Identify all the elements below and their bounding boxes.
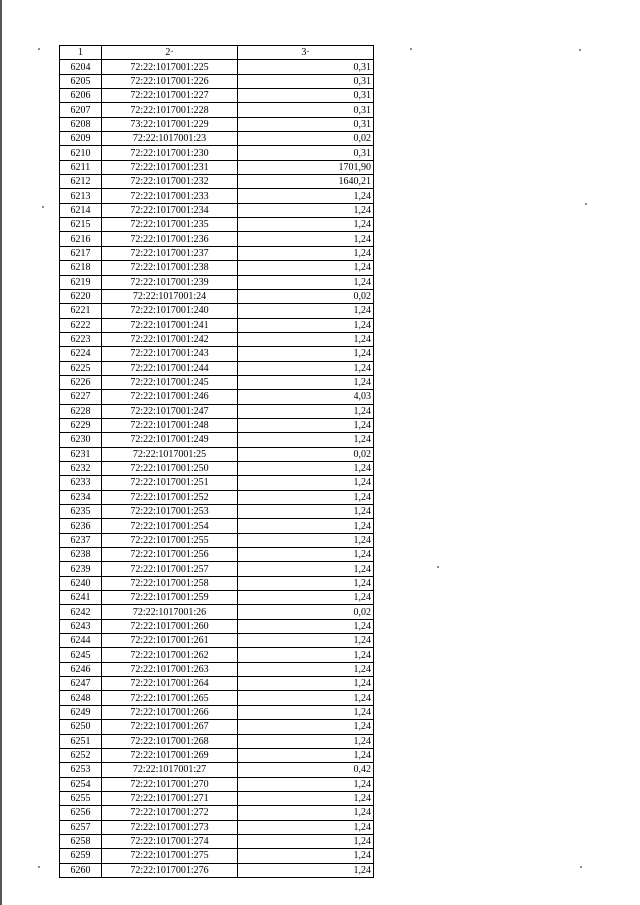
table-row [60,720,374,734]
row-number: 6236 [60,519,102,533]
table-row [60,347,374,361]
row-number: 6227 [60,390,102,404]
row-number: 6207 [60,103,102,117]
cadastral-number: 72:22:1017001:266 [102,705,238,719]
cadastral-number: 72:22:1017001:254 [102,519,238,533]
row-number: 6215 [60,218,102,232]
scan-speck [585,203,587,205]
row-number: 6216 [60,232,102,246]
area-value: 0,31 [238,117,374,131]
cadastral-number: 72:22:1017001:263 [102,662,238,676]
table-row [60,117,374,131]
area-value: 1,24 [238,548,374,562]
cadastral-number: 72:22:1017001:227 [102,89,238,103]
table-row [60,203,374,217]
row-number: 6225 [60,361,102,375]
row-number: 6228 [60,404,102,418]
cadastral-number: 72:22:1017001:262 [102,648,238,662]
table-row [60,849,374,863]
table-row [60,548,374,562]
table-row [60,160,374,174]
table-row [60,820,374,834]
area-value: 1,24 [238,662,374,676]
cadastral-number: 72:22:1017001:249 [102,433,238,447]
area-value: 0,02 [238,132,374,146]
cadastral-number: 72:22:1017001:275 [102,849,238,863]
area-value: 0,02 [238,605,374,619]
row-number: 6226 [60,375,102,389]
area-value: 1,24 [238,203,374,217]
table-row [60,591,374,605]
area-value: 1,24 [238,820,374,834]
cadastral-number: 72:22:1017001:237 [102,246,238,260]
cadastral-area-table [59,45,374,878]
table-row [60,146,374,160]
area-value: 1,24 [238,375,374,389]
area-value: 1,24 [238,777,374,791]
row-number: 6221 [60,304,102,318]
cadastral-number: 72:22:1017001:225 [102,60,238,74]
cadastral-number: 72:22:1017001:273 [102,820,238,834]
cadastral-number: 72:22:1017001:269 [102,748,238,762]
row-number: 6249 [60,705,102,719]
table-row [60,304,374,318]
row-number: 6239 [60,562,102,576]
cadastral-number: 72:22:1017001:248 [102,418,238,432]
area-value: 1,24 [238,677,374,691]
area-value: 1,24 [238,189,374,203]
area-value: 1,24 [238,791,374,805]
area-value: 0,42 [238,763,374,777]
table-row [60,490,374,504]
area-value: 1,24 [238,705,374,719]
table-row [60,132,374,146]
area-value: 1,24 [238,275,374,289]
table-row [60,533,374,547]
column-header-cadastral-number: 2· [102,46,238,60]
cadastral-number: 72:22:1017001:264 [102,677,238,691]
table-row [60,175,374,189]
area-value: 1,24 [238,849,374,863]
table-row [60,361,374,375]
cadastral-number: 72:22:1017001:258 [102,576,238,590]
cadastral-number: 72:22:1017001:271 [102,791,238,805]
scan-speck [410,48,412,50]
row-number: 6259 [60,849,102,863]
row-number: 6218 [60,261,102,275]
area-value: 1,24 [238,834,374,848]
row-number: 6260 [60,863,102,877]
row-number: 6253 [60,763,102,777]
row-number: 6242 [60,605,102,619]
row-number: 6212 [60,175,102,189]
cadastral-number: 72:22:1017001:26 [102,605,238,619]
cadastral-number: 72:22:1017001:257 [102,562,238,576]
table-row [60,332,374,346]
row-number: 6254 [60,777,102,791]
cadastral-number: 72:22:1017001:23 [102,132,238,146]
area-value: 1,24 [238,246,374,260]
scan-speck [42,206,44,208]
row-number: 6233 [60,476,102,490]
scan-speck [38,48,40,50]
area-value: 1,24 [238,591,374,605]
cadastral-number: 72:22:1017001:232 [102,175,238,189]
row-number: 6241 [60,591,102,605]
row-number: 6257 [60,820,102,834]
cadastral-number: 72:22:1017001:256 [102,548,238,562]
cadastral-number: 72:22:1017001:274 [102,834,238,848]
table-row [60,246,374,260]
row-number: 6255 [60,791,102,805]
row-number: 6247 [60,677,102,691]
area-value: 1640,21 [238,175,374,189]
row-number: 6220 [60,289,102,303]
area-value: 1701,90 [238,160,374,174]
cadastral-number: 72:22:1017001:259 [102,591,238,605]
row-number: 6237 [60,533,102,547]
table-row [60,748,374,762]
area-value: 1,24 [238,806,374,820]
area-value: 1,24 [238,505,374,519]
cadastral-number: 72:22:1017001:267 [102,720,238,734]
cadastral-number: 72:22:1017001:24 [102,289,238,303]
scan-speck [580,866,582,868]
table-row [60,275,374,289]
table-row [60,634,374,648]
row-number: 6251 [60,734,102,748]
area-value: 1,24 [238,418,374,432]
row-number: 6222 [60,318,102,332]
table-row [60,863,374,877]
area-value: 1,24 [238,476,374,490]
row-number: 6204 [60,60,102,74]
area-value: 1,24 [238,404,374,418]
cadastral-number: 72:22:1017001:234 [102,203,238,217]
area-value: 1,24 [238,619,374,633]
row-number: 6250 [60,720,102,734]
cadastral-number: 72:22:1017001:242 [102,332,238,346]
row-number: 6205 [60,74,102,88]
cadastral-number: 72:22:1017001:260 [102,619,238,633]
table-row [60,734,374,748]
scan-speck [38,866,40,868]
area-value: 0,02 [238,447,374,461]
area-value: 1,24 [238,461,374,475]
table-row [60,705,374,719]
cadastral-number: 72:22:1017001:235 [102,218,238,232]
cadastral-number: 72:22:1017001:240 [102,304,238,318]
area-value: 1,24 [238,433,374,447]
table-row [60,777,374,791]
cadastral-number: 72:22:1017001:252 [102,490,238,504]
row-number: 6219 [60,275,102,289]
row-number: 6234 [60,490,102,504]
table-row [60,806,374,820]
row-number: 6230 [60,433,102,447]
table-row [60,476,374,490]
table-row [60,505,374,519]
cadastral-number: 72:22:1017001:238 [102,261,238,275]
table-row [60,375,374,389]
table-row [60,89,374,103]
row-number: 6252 [60,748,102,762]
cadastral-number: 72:22:1017001:226 [102,74,238,88]
cadastral-number: 72:22:1017001:255 [102,533,238,547]
row-number: 6208 [60,117,102,131]
row-number: 6235 [60,505,102,519]
area-value: 1,24 [238,332,374,346]
table-row [60,433,374,447]
cadastral-number: 72:22:1017001:233 [102,189,238,203]
area-value: 1,24 [238,562,374,576]
area-value: 1,24 [238,261,374,275]
area-value: 1,24 [238,648,374,662]
row-number: 6211 [60,160,102,174]
cadastral-number: 72:22:1017001:250 [102,461,238,475]
cadastral-number: 72:22:1017001:236 [102,232,238,246]
cadastral-number: 72:22:1017001:243 [102,347,238,361]
cadastral-number: 72:22:1017001:228 [102,103,238,117]
scan-speck [437,566,439,568]
row-number: 6214 [60,203,102,217]
area-value: 1,24 [238,318,374,332]
area-value: 1,24 [238,748,374,762]
row-number: 6231 [60,447,102,461]
area-value: 0,31 [238,60,374,74]
cadastral-number: 72:22:1017001:245 [102,375,238,389]
cadastral-number: 72:22:1017001:244 [102,361,238,375]
cadastral-number: 72:22:1017001:231 [102,160,238,174]
area-value: 1,24 [238,863,374,877]
table-row [60,461,374,475]
row-number: 6224 [60,347,102,361]
area-value: 1,24 [238,490,374,504]
area-value: 1,24 [238,734,374,748]
table-row [60,791,374,805]
area-value: 0,31 [238,89,374,103]
row-number: 6210 [60,146,102,160]
row-number: 6243 [60,619,102,633]
area-value: 1,24 [238,634,374,648]
row-number: 6246 [60,662,102,676]
cadastral-number: 72:22:1017001:276 [102,863,238,877]
table-row [60,605,374,619]
area-value: 4,03 [238,390,374,404]
cadastral-number: 72:22:1017001:251 [102,476,238,490]
table-row [60,232,374,246]
area-value: 1,24 [238,218,374,232]
area-value: 1,24 [238,533,374,547]
table-row [60,74,374,88]
row-number: 6223 [60,332,102,346]
row-number: 6206 [60,89,102,103]
table-row [60,189,374,203]
row-number: 6256 [60,806,102,820]
row-number: 6258 [60,834,102,848]
table-row [60,447,374,461]
cadastral-number: 72:22:1017001:230 [102,146,238,160]
table-header-row [60,46,374,60]
table-row [60,289,374,303]
area-value: 1,24 [238,720,374,734]
cadastral-number: 72:22:1017001:241 [102,318,238,332]
cadastral-number: 72:22:1017001:268 [102,734,238,748]
column-header-area: 3· [238,46,374,60]
area-value: 1,24 [238,361,374,375]
area-value: 1,24 [238,232,374,246]
area-value: 0,31 [238,146,374,160]
table-row [60,390,374,404]
cadastral-number: 72:22:1017001:247 [102,404,238,418]
table-row [60,834,374,848]
row-number: 6238 [60,548,102,562]
row-number: 6248 [60,691,102,705]
row-number: 6245 [60,648,102,662]
area-value: 1,24 [238,576,374,590]
row-number: 6244 [60,634,102,648]
table-row [60,562,374,576]
row-number: 6213 [60,189,102,203]
table-row [60,519,374,533]
table-row [60,218,374,232]
row-number: 6217 [60,246,102,260]
table-row [60,576,374,590]
table-row [60,763,374,777]
area-value: 1,24 [238,691,374,705]
row-number: 6240 [60,576,102,590]
area-value: 1,24 [238,519,374,533]
table-row [60,677,374,691]
cadastral-number: 72:22:1017001:272 [102,806,238,820]
row-number: 6232 [60,461,102,475]
row-number: 6209 [60,132,102,146]
cadastral-number: 72:22:1017001:270 [102,777,238,791]
table-row [60,103,374,117]
area-value: 0,02 [238,289,374,303]
cadastral-number: 73:22:1017001:229 [102,117,238,131]
table-row [60,662,374,676]
cadastral-number: 72:22:1017001:253 [102,505,238,519]
area-value: 0,31 [238,74,374,88]
area-value: 1,24 [238,347,374,361]
area-value: 0,31 [238,103,374,117]
cadastral-number: 72:22:1017001:239 [102,275,238,289]
cadastral-number: 72:22:1017001:261 [102,634,238,648]
cadastral-number: 72:22:1017001:265 [102,691,238,705]
table-row [60,318,374,332]
area-value: 1,24 [238,304,374,318]
table-row [60,648,374,662]
table-row [60,60,374,74]
cadastral-number: 72:22:1017001:27 [102,763,238,777]
table-row [60,691,374,705]
table-row [60,418,374,432]
table-row [60,261,374,275]
cadastral-number: 72:22:1017001:246 [102,390,238,404]
column-header-number: 1 [60,46,102,60]
scan-edge-line [0,0,2,905]
row-number: 6229 [60,418,102,432]
scan-speck [579,49,581,51]
cadastral-number: 72:22:1017001:25 [102,447,238,461]
table-row [60,404,374,418]
table-row [60,619,374,633]
